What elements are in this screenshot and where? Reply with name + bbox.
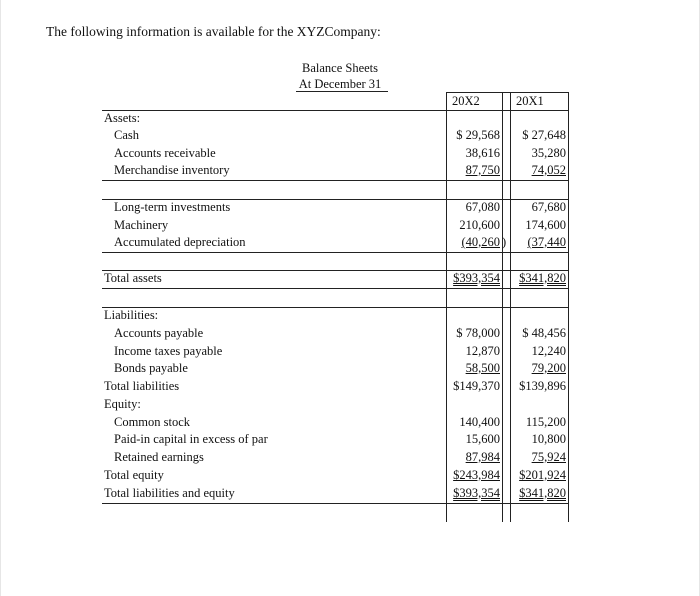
value-20x2: 87,750 (465, 163, 500, 177)
value-20x2: (40,260 (461, 235, 500, 249)
value-20x1: 74,052 (531, 163, 566, 177)
intro-text: The following information is available for the XYZCompany: (46, 24, 381, 39)
liabilities-heading: Liabilities: (104, 308, 159, 322)
value-20x1: 10,800 (531, 432, 566, 446)
row-label: Bonds payable (114, 361, 188, 375)
value-20x1: 67,680 (531, 200, 566, 214)
value-20x1: 79,200 (531, 361, 566, 375)
value-20x1: 174,600 (525, 218, 566, 232)
value-20x1: $341,820 (519, 271, 566, 285)
row-label: Total assets (104, 271, 162, 285)
row-label: Total liabilities and equity (104, 486, 235, 500)
row-label: Accounts receivable (114, 146, 216, 160)
column-header-20x1: 20X1 (516, 94, 544, 108)
value-20x2: 210,600 (459, 218, 500, 232)
row-label: Long-term investments (114, 200, 231, 214)
value-20x2: 38,616 (465, 146, 500, 160)
column-header-20x2: 20X2 (452, 94, 480, 108)
value-20x1: $341,820 (519, 486, 566, 500)
value-20x2: 12,870 (465, 344, 500, 358)
row-label: Accounts payable (114, 326, 204, 340)
row-label: Merchandise inventory (114, 163, 230, 177)
statement-date: At December 31 (298, 77, 382, 91)
value-20x2: 15,600 (465, 432, 500, 446)
row-label: Machinery (114, 218, 169, 232)
value-20x1: $201,924 (519, 468, 566, 482)
value-20x2: 140,400 (459, 415, 500, 429)
value-20x2: 87,984 (465, 450, 500, 464)
value-20x1: 35,280 (531, 146, 566, 160)
value-20x1: 12,240 (531, 344, 566, 358)
row-label: Income taxes payable (114, 344, 223, 358)
row-label: Total liabilities (104, 379, 180, 393)
value-20x1: $139,896 (519, 379, 566, 393)
value-20x2: $ 78,000 (456, 326, 500, 340)
value-20x2: 58,500 (465, 361, 500, 375)
row-label: Common stock (114, 415, 191, 429)
value-20x2: $393,354 (453, 271, 500, 285)
value-20x2: $243,984 (453, 468, 500, 482)
value-20x1: (37,440 (527, 235, 566, 249)
row-label: Cash (114, 128, 139, 142)
value-20x2: $393,354 (453, 486, 500, 500)
row-label: Accumulated depreciation (114, 235, 246, 249)
row-label: Total equity (104, 468, 164, 482)
row-label: Paid-in capital in excess of par (114, 432, 268, 446)
value-20x2: $ 29,568 (456, 128, 500, 142)
value-20x1: $ 48,456 (522, 326, 566, 340)
value-20x1: $ 27,648 (522, 128, 566, 142)
assets-heading: Assets: (104, 111, 141, 125)
value-20x1: 115,200 (525, 415, 566, 429)
value-20x2: 67,080 (465, 200, 500, 214)
value-20x1: 75,924 (531, 450, 566, 464)
value-20x2: $149,370 (453, 379, 500, 393)
closing-paren: ) (502, 235, 507, 249)
statement-title: Balance Sheets (301, 61, 378, 75)
row-label: Retained earnings (114, 450, 204, 464)
equity-heading: Equity: (104, 397, 141, 411)
